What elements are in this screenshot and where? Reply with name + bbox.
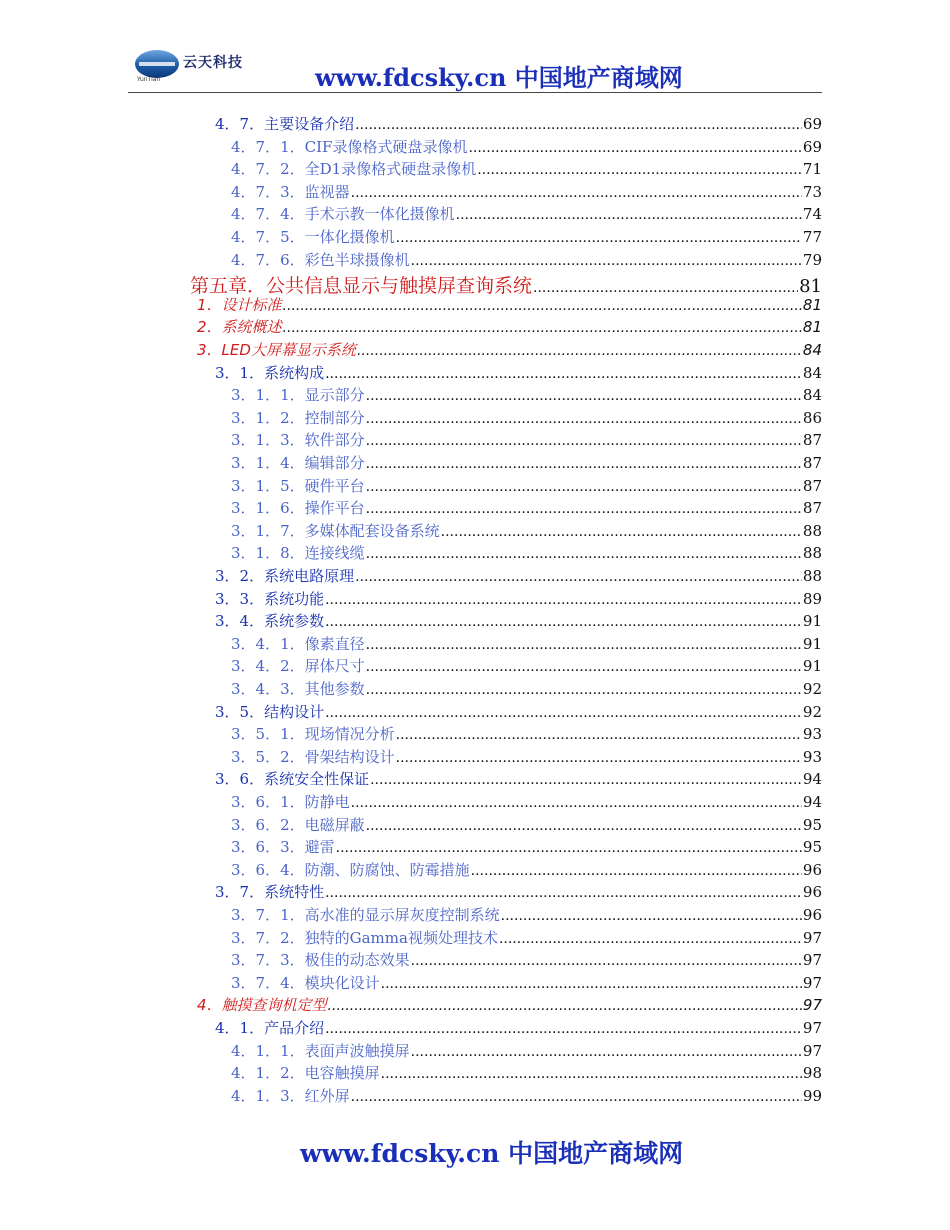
toc-leader-dots: [336, 840, 802, 856]
toc-leader-dots: [501, 908, 802, 924]
toc-entry[interactable]: [231, 678, 822, 700]
toc-entry-page: 96: [802, 906, 822, 924]
toc-entry[interactable]: [231, 1085, 822, 1107]
toc-leader-dots: [396, 230, 802, 246]
toc-entry-title: 3．7．1．高水准的显示屏灰度控制系统: [231, 906, 500, 924]
toc-entry[interactable]: [215, 768, 822, 790]
toc-entry-title: 3．5．1．现场情况分析: [231, 725, 395, 744]
toc-leader-dots: [351, 795, 802, 811]
toc-entry-page: 87: [802, 499, 822, 518]
toc-entry-page: 88: [802, 544, 822, 563]
toc-leader-dots: [325, 614, 802, 630]
toc-leader-dots: [366, 682, 802, 698]
toc-leader-dots: [396, 727, 802, 743]
toc-entry-title: 3．4．系统参数: [215, 612, 325, 631]
header-site-title: www.fdcsky.cn 中国地产商域网: [315, 63, 683, 92]
toc-leader-dots: [355, 569, 802, 585]
toc-leader-dots: [283, 320, 802, 336]
toc-leader-dots: [366, 501, 802, 517]
toc-entry-page: 84: [802, 341, 822, 359]
toc-entry-page: 88: [802, 521, 822, 540]
toc-entry-title: 3．6．4．防潮、防腐蚀、防霉措施: [231, 860, 470, 879]
toc-entry[interactable]: [231, 949, 822, 971]
toc-entry-title: 3．1．7．多媒体配套设备系统: [231, 521, 440, 540]
toc-entry[interactable]: [231, 429, 822, 451]
toc-entry[interactable]: [215, 588, 822, 610]
toc-entry-title: 4．1．产品介绍: [215, 1019, 325, 1037]
toc-entry-title: 3．1．3．软件部分: [231, 431, 365, 450]
toc-leader-dots: [366, 388, 802, 404]
toc-leader-dots: [366, 818, 802, 834]
toc-entry[interactable]: [231, 475, 822, 497]
toc-leader-dots: [456, 207, 802, 223]
toc-entry[interactable]: [215, 565, 822, 587]
toc-leader-dots: [328, 998, 802, 1014]
toc-entry[interactable]: [231, 158, 822, 180]
toc-entry[interactable]: [231, 972, 822, 994]
toc-leader-dots: [381, 1066, 802, 1082]
toc-leader-dots: [411, 953, 802, 969]
toc-entry-page: 87: [802, 476, 822, 495]
toc-entry-page: 91: [802, 612, 822, 631]
toc-entry[interactable]: [231, 814, 822, 836]
toc-entry-title: 4．7．4．手术示教一体化摄像机: [231, 205, 455, 224]
toc-entry-page: 94: [802, 770, 822, 789]
toc-entry-title: 3．1．8．连接线缆: [231, 544, 365, 563]
toc-entry-page: 95: [802, 815, 822, 834]
toc-entry-title: 3．6．系统安全性保证: [215, 770, 370, 789]
footer-site-title: www.fdcsky.cn 中国地产商域网: [300, 1139, 684, 1168]
toc-entry-page: 84: [802, 386, 822, 405]
toc-entry[interactable]: [231, 181, 822, 203]
toc-entry-title: 3．1．1．显示部分: [231, 386, 365, 405]
toc-entry-page: 89: [802, 589, 822, 608]
toc-leader-dots: [351, 1089, 802, 1105]
toc-entry-title: 4．7．3．监视器: [231, 182, 350, 201]
toc-entry-title: 3．1．5．硬件平台: [231, 476, 365, 495]
toc-entry-page: 84: [802, 363, 822, 382]
toc-leader-dots: [283, 298, 802, 314]
toc-leader-dots: [366, 456, 802, 472]
toc-leader-dots: [396, 750, 802, 766]
toc-entry-page: 81: [799, 276, 822, 298]
toc-entry-page: 73: [802, 182, 822, 201]
toc-entry[interactable]: [231, 655, 822, 677]
toc-entry[interactable]: [231, 407, 822, 429]
toc-entry-page: 91: [802, 657, 822, 676]
toc-leader-dots: [366, 433, 802, 449]
toc-entry-title: 3．6．2．电磁屏蔽: [231, 815, 365, 834]
toc-entry-title: 3．1．6．操作平台: [231, 499, 365, 518]
toc-entry[interactable]: [215, 1017, 822, 1039]
toc-entry-title: 4．触摸查询机定型: [197, 996, 327, 1015]
toc-entry-title: 3．7．2．独特的Gamma视频处理技术: [231, 928, 498, 947]
toc-entry-title: 3．4．3．其他参数: [231, 680, 365, 698]
toc-leader-dots: [357, 343, 802, 359]
toc-entry[interactable]: [197, 994, 822, 1016]
toc-leader-dots: [355, 117, 802, 133]
toc-entry-title: 4．7．主要设备介绍: [215, 115, 355, 133]
toc-entry-page: 88: [802, 567, 822, 585]
toc-entry-title: 4．7．1．CIF录像格式硬盘录像机: [231, 137, 468, 156]
toc-entry-page: 97: [802, 951, 822, 970]
toc-entry-title: 3．5．结构设计: [215, 702, 325, 721]
toc-entry-page: 97: [802, 928, 822, 947]
toc-entry-page: 95: [802, 838, 822, 857]
toc-entry-title: 4．1．1．表面声波触摸屏: [231, 1041, 410, 1060]
toc-entry-page: 87: [802, 454, 822, 472]
toc-entry-page: 69: [802, 115, 822, 133]
toc-entry[interactable]: [190, 271, 822, 298]
toc-entry-page: 87: [802, 431, 822, 450]
toc-entry-title: 3．2．系统电路原理: [215, 567, 355, 585]
toc-entry-title: 3．1．系统构成: [215, 363, 325, 382]
toc-entry-title: 3．7．3．极佳的动态效果: [231, 951, 410, 970]
toc-entry-page: 86: [802, 408, 822, 427]
toc-entry-page: 98: [802, 1064, 822, 1083]
toc-leader-dots: [325, 1021, 802, 1037]
toc-entry[interactable]: [215, 362, 822, 384]
toc-entry[interactable]: [231, 836, 822, 858]
toc-leader-dots: [370, 772, 802, 788]
logo-emblem-icon: [135, 50, 179, 78]
toc-entry-title: 3．6．1．防静电: [231, 793, 350, 811]
toc-entry-title: 3．LED大屏幕显示系统: [197, 341, 356, 359]
toc-entry-page: 97: [802, 1041, 822, 1060]
toc-entry[interactable]: [231, 520, 822, 542]
toc-entry[interactable]: [231, 226, 822, 248]
toc-entry[interactable]: [197, 294, 822, 316]
toc-entry-title: 1．设计标准: [197, 295, 282, 314]
toc-entry[interactable]: [231, 723, 822, 745]
toc-leader-dots: [366, 411, 802, 427]
toc-leader-dots: [366, 659, 802, 675]
company-logo: [135, 50, 265, 82]
toc-entry-page: 97: [802, 973, 822, 992]
toc-entry-title: 3．1．2．控制部分: [231, 408, 365, 427]
toc-entry-title: 3．6．3．避雷: [231, 838, 335, 857]
toc-entry-page: 99: [802, 1086, 822, 1105]
toc-leader-dots: [411, 253, 802, 269]
toc-entry-page: 92: [802, 702, 822, 721]
toc-entry-title: 4．7．6．彩色半球摄像机: [231, 250, 410, 269]
toc-entry-title: 3．5．2．骨架结构设计: [231, 747, 395, 766]
toc-entry-page: 74: [802, 205, 822, 224]
toc-entry-title: 3．4．1．像素直径: [231, 634, 365, 653]
toc-entry[interactable]: [231, 1040, 822, 1062]
toc-entry[interactable]: [231, 859, 822, 881]
toc-entry-title: 3．7．系统特性: [215, 883, 325, 902]
toc-entry-page: 69: [802, 137, 822, 156]
toc-leader-dots: [325, 592, 802, 608]
toc-entry-title: 4．7．5．一体化摄像机: [231, 228, 395, 246]
toc-entry[interactable]: [215, 113, 822, 135]
toc-entry-title: 2．系统概述: [197, 318, 282, 337]
toc-leader-dots: [468, 140, 801, 156]
toc-entry[interactable]: [197, 339, 822, 361]
toc-leader-dots: [366, 637, 802, 653]
toc-leader-dots: [325, 366, 802, 382]
toc-entry-title: 第五章．公共信息显示与触摸屏查询系统: [190, 275, 533, 298]
toc-entry-page: 93: [802, 725, 822, 744]
toc-entry-page: 93: [802, 747, 822, 766]
toc-leader-dots: [325, 885, 802, 901]
toc-entry-title: 4．1．3．红外屏: [231, 1086, 350, 1105]
toc-entry-page: 71: [802, 160, 822, 179]
toc-entry-title: 3．3．系统功能: [215, 589, 325, 608]
toc-entry[interactable]: [231, 384, 822, 406]
toc-entry-page: 97: [802, 996, 822, 1015]
toc-entry-title: 3．4．2．屏体尺寸: [231, 657, 365, 676]
toc-entry-page: 81: [802, 318, 822, 337]
toc-entry[interactable]: [197, 316, 822, 338]
toc-entry-title: 4．1．2．电容触摸屏: [231, 1064, 380, 1083]
logo-chinese-name: 云天科技: [183, 55, 243, 71]
toc-leader-dots: [411, 1044, 802, 1060]
toc-entry[interactable]: [231, 1062, 822, 1084]
toc-entry[interactable]: [215, 881, 822, 903]
toc-entry[interactable]: [231, 791, 822, 813]
toc-leader-dots: [499, 931, 802, 947]
toc-entry-page: 91: [802, 634, 822, 653]
toc-entry[interactable]: [231, 927, 822, 949]
toc-entry[interactable]: [231, 203, 822, 225]
toc-entry-title: 3．1．4．编辑部分: [231, 454, 365, 472]
toc-entry[interactable]: [231, 249, 822, 271]
toc-entry[interactable]: [231, 633, 822, 655]
toc-entry-title: 4．7．2．全D1录像格式硬盘录像机: [231, 160, 477, 179]
toc-entry-page: 97: [802, 1019, 822, 1037]
header-divider: [128, 92, 822, 93]
toc-entry[interactable]: [231, 136, 822, 158]
toc-entry-page: 81: [802, 295, 822, 314]
toc-entry[interactable]: [231, 497, 822, 519]
toc-entry[interactable]: [231, 542, 822, 564]
toc-leader-dots: [351, 185, 802, 201]
toc-entry[interactable]: [231, 452, 822, 474]
toc-leader-dots: [441, 524, 802, 540]
toc-entry-page: 79: [802, 250, 822, 269]
toc-entry[interactable]: [231, 746, 822, 768]
logo-english-name: YunTian: [137, 76, 161, 83]
toc-entry-page: 92: [802, 680, 822, 698]
toc-leader-dots: [325, 705, 802, 721]
toc-leader-dots: [381, 976, 802, 992]
toc-entry-page: 94: [802, 793, 822, 811]
toc-entry-title: 3．7．4．模块化设计: [231, 973, 380, 992]
toc-leader-dots: [366, 479, 802, 495]
toc-entry-page: 96: [802, 883, 822, 902]
toc-entry[interactable]: [215, 701, 822, 723]
toc-entry[interactable]: [231, 904, 822, 926]
toc-entry-page: 96: [802, 860, 822, 879]
toc-leader-dots: [477, 162, 802, 178]
toc-entry[interactable]: [215, 610, 822, 632]
toc-leader-dots: [366, 546, 802, 562]
toc-leader-dots: [471, 863, 802, 879]
toc-entry-page: 77: [802, 228, 822, 246]
